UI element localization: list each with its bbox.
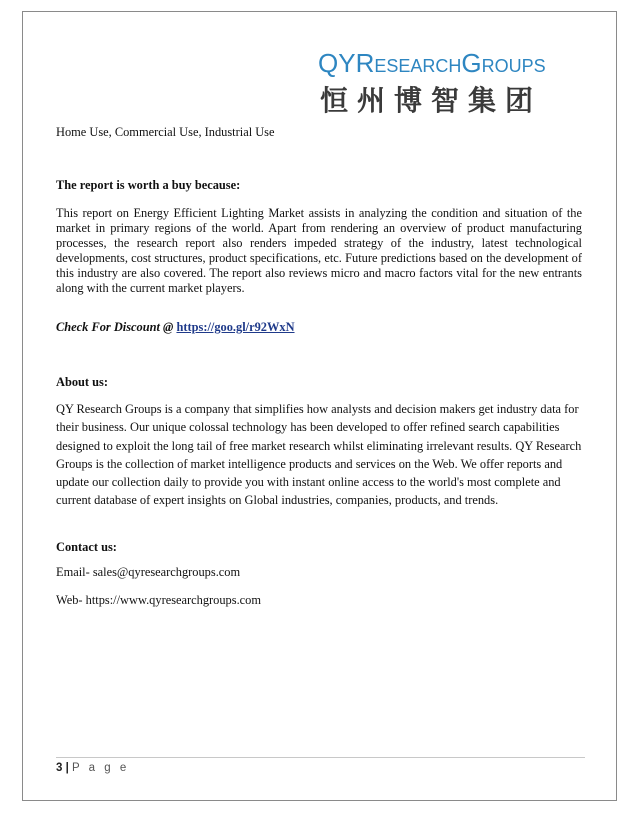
footer-divider [56,757,585,758]
page-footer [56,762,129,774]
intro-line: Home Use, Commercial Use, Industrial Use [56,125,275,139]
page-word: P a g e [72,762,130,774]
logo-chinese-text: 恒州博智集团 [320,84,543,117]
contact-heading: Contact us: [56,540,117,554]
about-paragraph: QY Research Groups is a company that simplifies how analysts and decision makers get industry data for their business. Our unique colossal technology has been developed to offer refined search capabilities designed to exploit the long tail of free market research whilst eliminating irrelevant results. QY Research Groups is the collection of market intelligence products and services on the Web. We offer reports and update our collection daily to provide you with instant online access to the world's most complete and current database of expert insights on Global industries, companies, products, and trends. [56,402,582,508]
contact-web: Web- https://www.qyresearchgroups.com [56,593,262,607]
logo-english-text: QYRESEARCHGROUPS [318,48,546,78]
discount-label: Check For Discount @ [56,320,177,334]
footer-separator: | [62,762,73,774]
page-number: 3 [56,762,63,774]
company-logo [318,48,592,117]
contact-email: Email- sales@qyresearchgroups.com [56,565,241,579]
about-heading: About us: [56,375,108,389]
worth-paragraph: This report on Energy Efficient Lighting Market assists in analyzing the condition and situation of the market in primary regions of the world. Apart from rendering an overview of product manufacturing processes, the research report also renders impeded strategy of the industry, latest technological developments, cost structures, product specifications, etc. Future predictions based on the development of this industry are also covered. The report also reviews micro and macro factors vital for the new entrants along with the current market players. [56,206,582,295]
worth-heading: The report is worth a buy because: [56,178,241,192]
discount-line [56,320,582,335]
discount-link[interactable]: https://goo.gl/r92WxN [176,320,295,334]
